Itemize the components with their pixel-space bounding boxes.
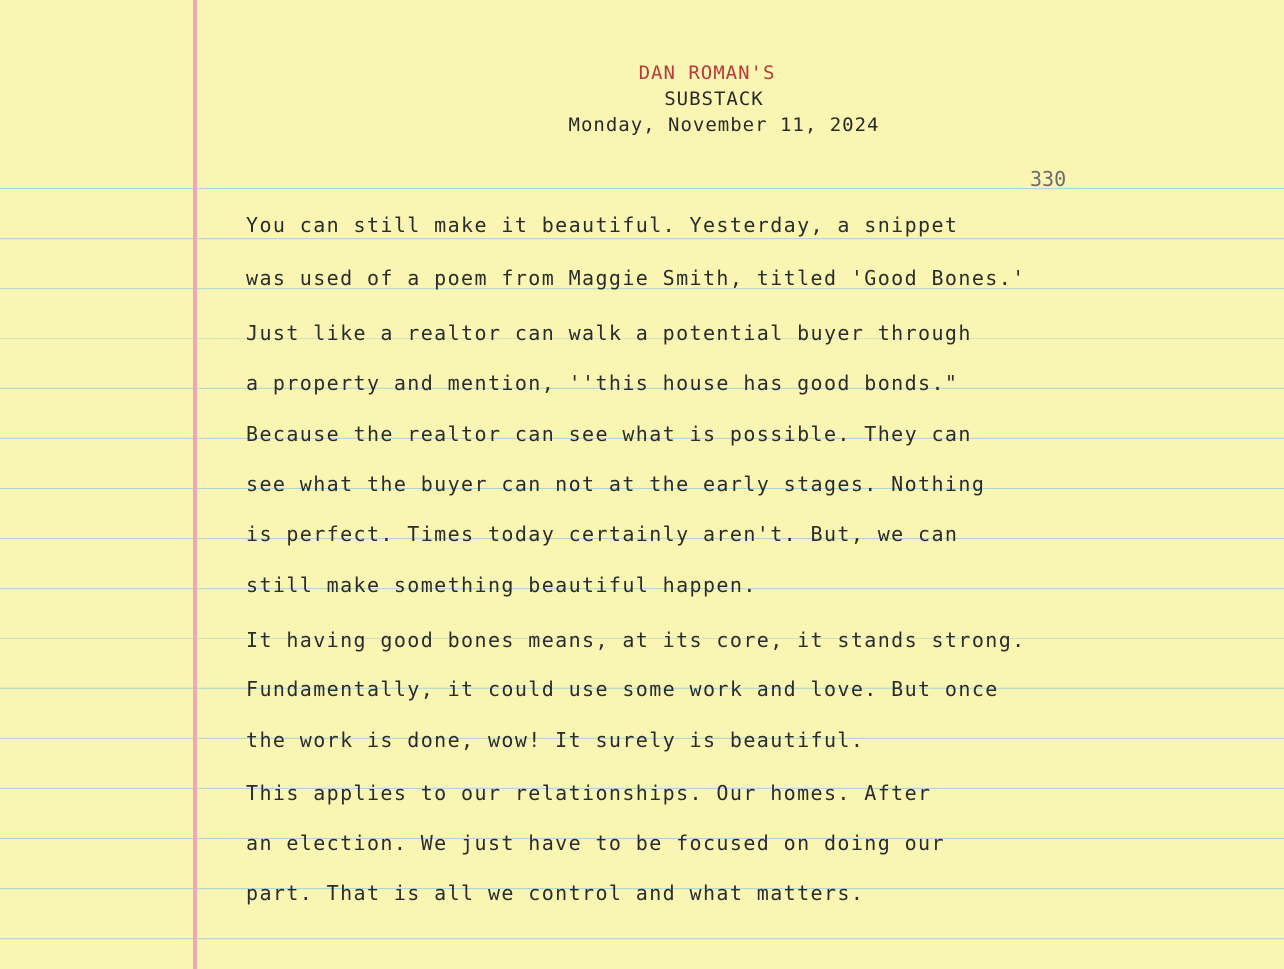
body-line: This applies to our relationships. Our homes. After [246, 781, 932, 805]
body-line: Just like a realtor can walk a potential buyer through [246, 321, 972, 345]
body-line: Because the realtor can see what is possible. They can [246, 422, 972, 446]
body-line: part. That is all we control and what matters. [246, 881, 865, 905]
post-date: Monday, November 11, 2024 [568, 114, 880, 136]
body-line: the work is done, wow! It surely is beautiful. [246, 728, 865, 752]
body-line: Fundamentally, it could use some work and love. But once [246, 677, 999, 701]
body-line: is perfect. Times today certainly aren't. But, we can [246, 522, 959, 546]
body-line: an election. We just have to be focused on doing our [246, 831, 945, 855]
body-line: see what the buyer can not at the early stages. Nothing [246, 472, 986, 496]
publication-name: SUBSTACK [664, 88, 764, 110]
author-name: DAN ROMAN'S [638, 62, 776, 84]
body-line: It having good bones means, at its core, it stands strong. [246, 628, 1026, 652]
body-line: You can still make it beautiful. Yesterday, a snippet [246, 213, 959, 237]
body-line: was used of a poem from Maggie Smith, titled 'Good Bones.' [246, 266, 1026, 290]
body-line: still make something beautiful happen. [246, 573, 757, 597]
body-line: a property and mention, ''this house has good bonds." [246, 371, 959, 395]
page-number: 330 [1030, 167, 1067, 191]
margin-line [193, 0, 197, 969]
